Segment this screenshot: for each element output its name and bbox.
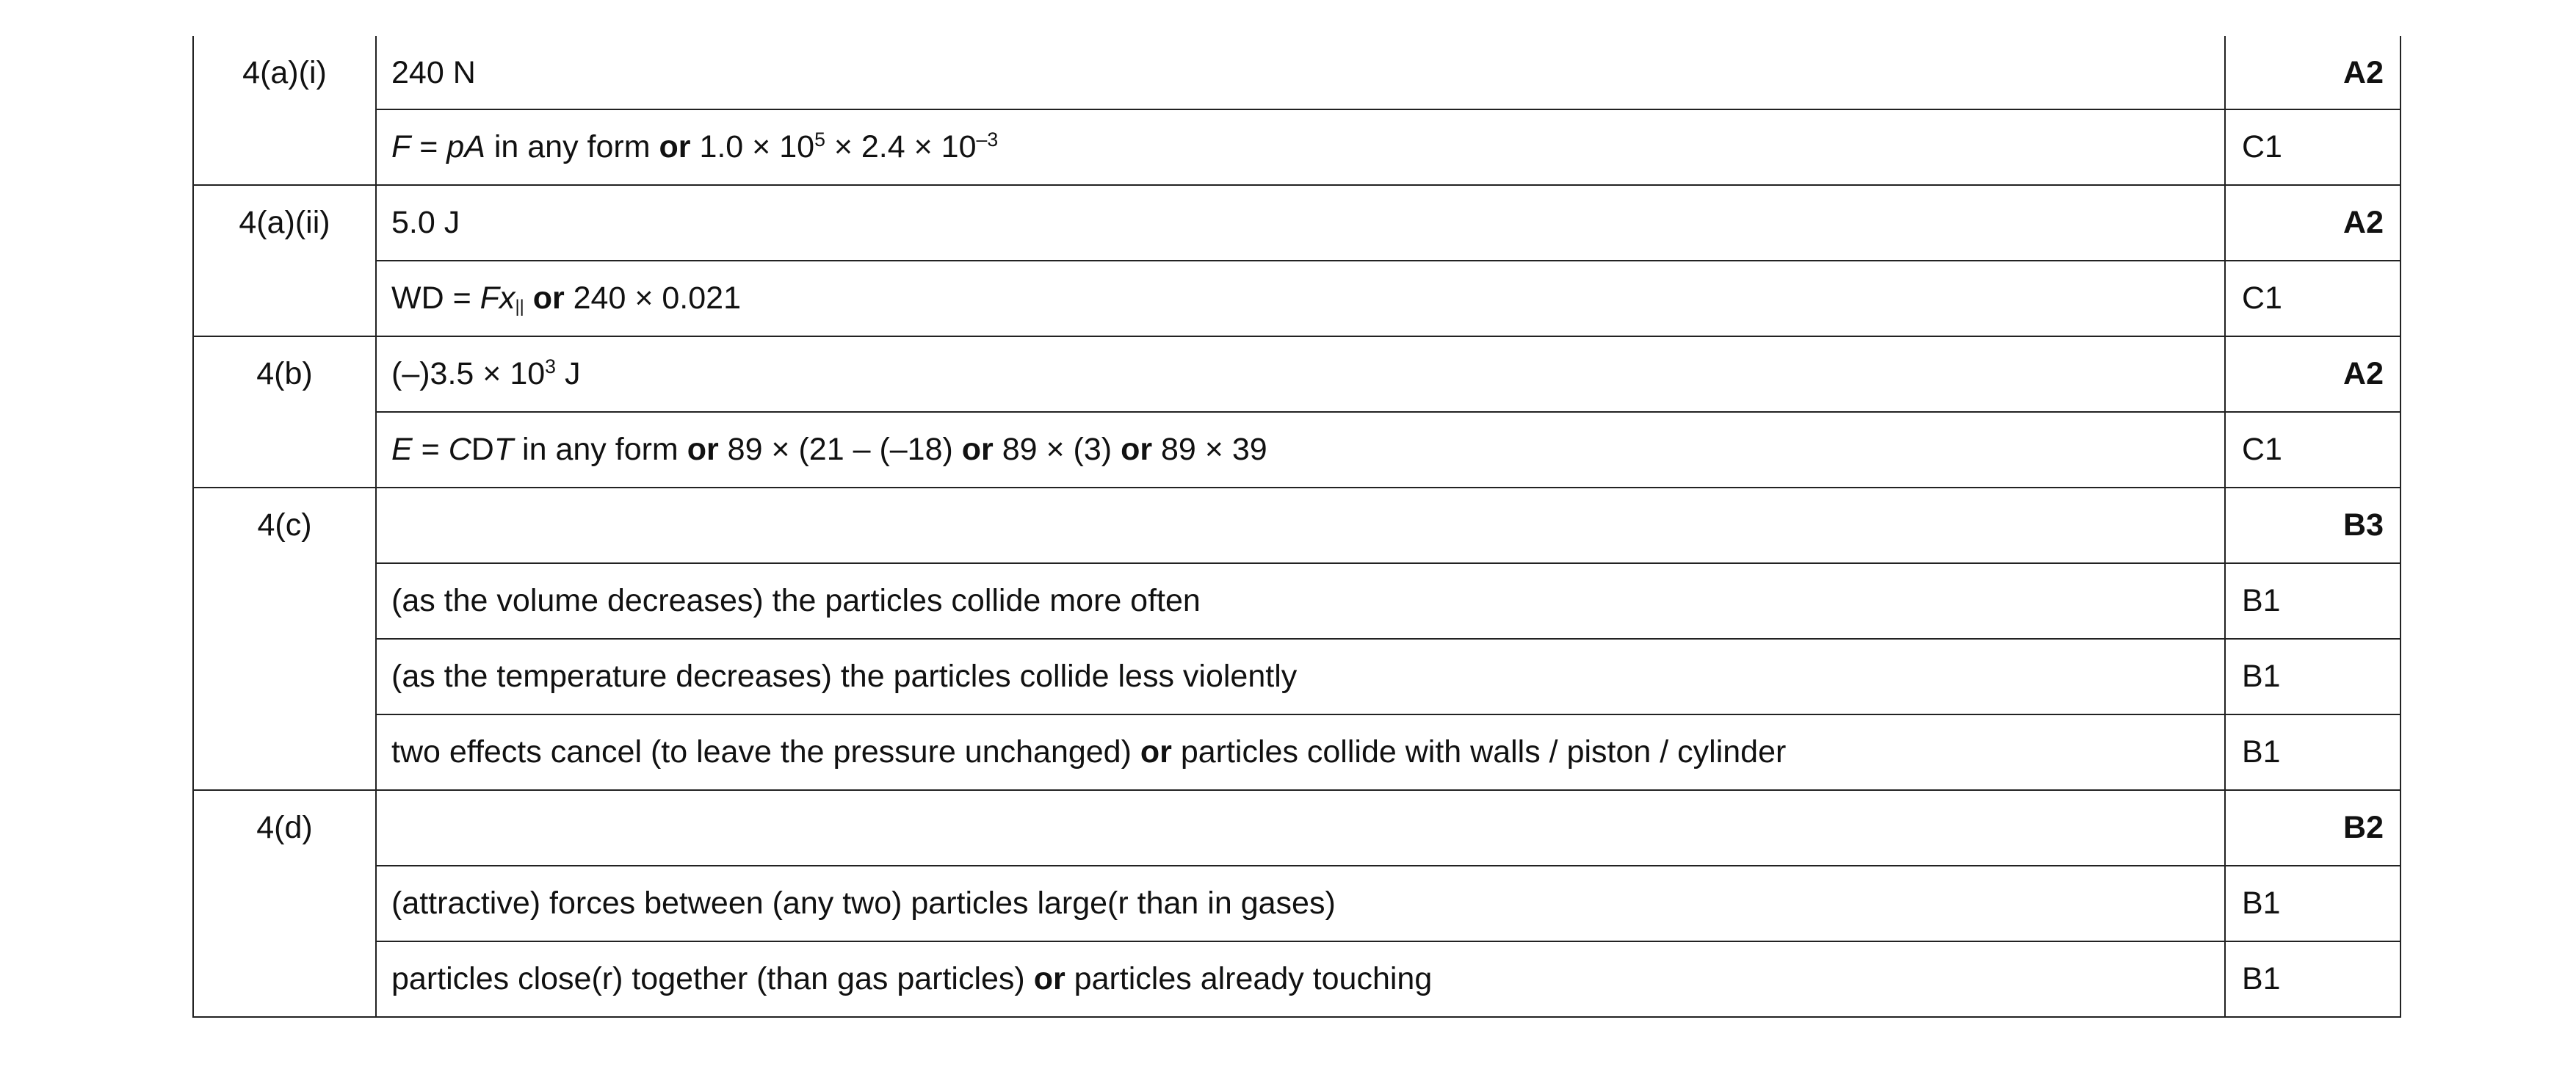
question-number: 4(a)(ii) xyxy=(193,185,376,336)
answer-cell: (attractive) forces between (any two) particles large(r than in gases) xyxy=(376,866,2225,941)
total-mark: A2 xyxy=(2225,336,2400,412)
table-row xyxy=(193,336,2400,412)
table-row xyxy=(193,185,2400,261)
answer-cell: $(-)3.5 \times 10^3$ J xyxy=(376,336,2225,412)
row-mark: C1 xyxy=(2225,109,2400,185)
row-mark: B1 xyxy=(2225,639,2400,714)
row-mark: B1 xyxy=(2225,563,2400,639)
total-mark: A2 xyxy=(2225,185,2400,261)
total-mark: B3 xyxy=(2225,488,2400,563)
mark-scheme-table xyxy=(192,36,2401,1018)
question-number: 4(a)(i) xyxy=(193,36,376,185)
table-row xyxy=(193,866,2400,941)
table-row xyxy=(193,412,2400,488)
row-mark: B1 xyxy=(2225,866,2400,941)
total-mark: B2 xyxy=(2225,790,2400,866)
table-row xyxy=(193,790,2400,866)
table-row xyxy=(193,639,2400,714)
question-number: 4(b) xyxy=(193,336,376,488)
answer-cell: two effects cancel (to leave the pressure unchanged) or particles collide with walls / piston / cylinder xyxy=(376,714,2225,790)
question-number: 4(c) xyxy=(193,488,376,790)
table-row xyxy=(193,941,2400,1017)
question-number: 4(d) xyxy=(193,790,376,1017)
answer-cell xyxy=(376,488,2225,563)
table-row xyxy=(193,261,2400,336)
row-mark: C1 xyxy=(2225,412,2400,488)
row-mark: B1 xyxy=(2225,714,2400,790)
answer-cell: F = pA in any form or $1.0 \times 10^5 \times 2.4 \times 10^{-3}$ xyxy=(376,109,2225,185)
answer-cell: 240 N xyxy=(376,36,2225,109)
table-row xyxy=(193,109,2400,185)
row-mark: C1 xyxy=(2225,261,2400,336)
answer-cell: E = CDT in any form or 89 × (21 – (–18) or 89 × (3) or 89 × 39 xyxy=(376,412,2225,488)
table-row xyxy=(193,714,2400,790)
answer-cell: particles close(r) together (than gas particles) or particles already touching xyxy=(376,941,2225,1017)
table-row xyxy=(193,563,2400,639)
row-mark: B1 xyxy=(2225,941,2400,1017)
answer-cell: (as the temperature decreases) the particles collide less violently xyxy=(376,639,2225,714)
answer-cell xyxy=(376,790,2225,866)
table-row xyxy=(193,488,2400,563)
answer-cell: WD = $Fx_{||}$ or 240 × 0.021 xyxy=(376,261,2225,336)
answer-cell: (as the volume decreases) the particles collide more often xyxy=(376,563,2225,639)
total-mark: A2 xyxy=(2343,55,2384,90)
answer-cell: 5.0 J xyxy=(376,185,2225,261)
table-row xyxy=(193,36,2400,109)
